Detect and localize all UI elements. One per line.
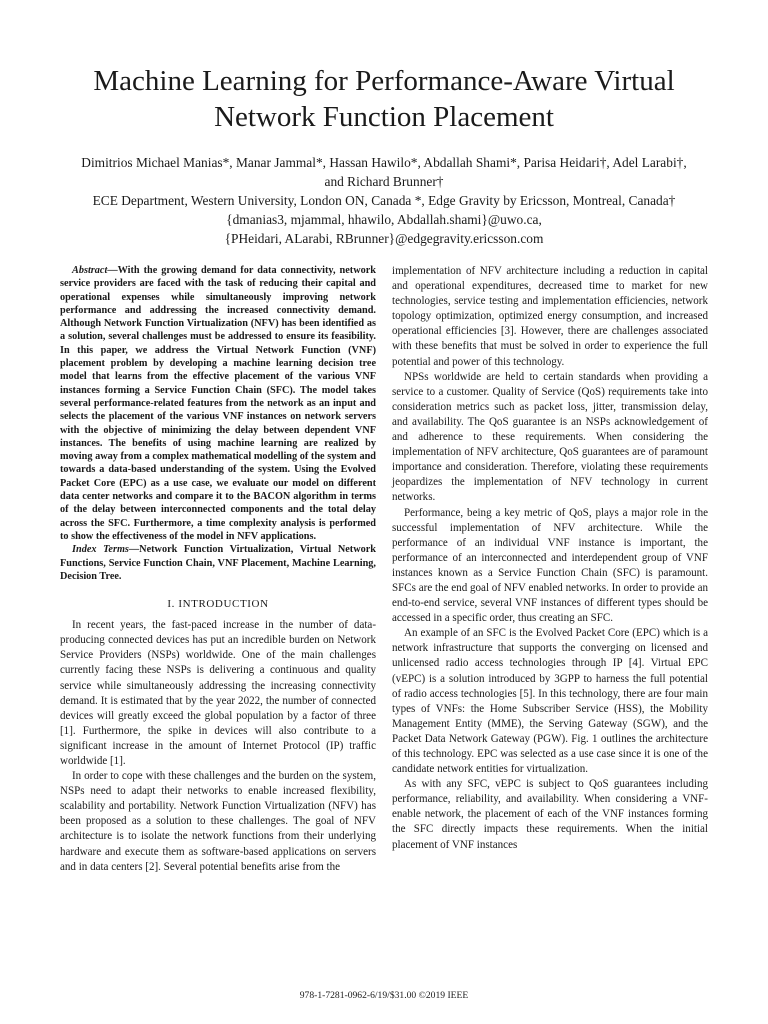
index-terms-text: —Network Function Virtualization, Virtual Network Functions, Service Function Chain, VNF Placement, Machine Learning, Decision Tree.: [60, 544, 376, 582]
left-paragraph: In recent years, the fast-paced increase in the number of data-producing connected devices has put an incredible burden on Network Service Providers (NSPs) worldwide. One of the main challenges currently facing these NSPs is delivering a continuous and quality service while simultaneously addressing the increasing connectivity demand. It is estimated that by the year 2022, the number of connected devices will greatly exceed the global population by a factor of three [1]. Furthermore, the spike in devices will also contribute to a significant increase in the amount of Internet Protocol (IP) traffic worldwide [1].: [60, 619, 376, 767]
email-line-2: {PHeidari, ALarabi, RBrunner}@edgegravity.ericsson.com: [224, 231, 544, 246]
copyright-footer: 978-1-7281-0962-6/19/$31.00 ©2019 IEEE: [299, 990, 469, 1001]
right-paragraph: Performance, being a key metric of QoS, plays a major role in the successful implementation of NFV architecture. While the performance of an individual VNF instance is important, the performance of an interconnected and interdependent group of VNF instances known as a Service Function Chain (SFC) is paramount. SFCs are the end goal of NFV enabled networks. In order to provide an end-to-end service, several VNF instances of different types should be accessed in a specific order, thus creating an SFC.: [392, 506, 708, 625]
index-terms-lead: Index Terms: [72, 544, 129, 556]
right-paragraph: implementation of NFV architecture including a reduction in capital and operational expenditures, decreased time to market for new technologies, service testing and implementation efficiencies, network topology optimization, optimized energy consumption, and increased operational efficiencies [3]. However, there are challenges associated with these benefits that must be solved in order to experience the full potential and power of this technology.: [392, 265, 708, 368]
section-heading-introduction: I. INTRODUCTION: [167, 598, 269, 611]
right-column: [392, 264, 708, 853]
author-block: [40, 153, 728, 248]
right-paragraph: An example of an SFC is the Evolved Packet Core (EPC) which is a network infrastructure that supports the converging on licensed and unlicensed radio access technologies through IP [4]. Virtual EPC (vEPC) is a solution introduced by 3GPP to harness the full potential of radio access technologies [5]. In this technology, there are four main types of VNFs: the Home Subscriber Service (HSS), the Mobility Management Entity (MME), the Serving Gateway (SGW), and the Packet Data Network Gateway (PGW). Fig. 1 outlines the architecture of this technology. EPC was selected as a use case since it is one of the candidate network entities for virtualization.: [392, 627, 708, 776]
right-paragraph: As with any SFC, vEPC is subject to QoS guarantees including performance, reliability, and availability. When considering a VNF-enable network, the placement of each of the VNF instances forming the SFC directly impacts these requirements. When the initial placement of VNF instances: [392, 778, 708, 851]
author-line-2: and Richard Brunner†: [324, 174, 444, 189]
right-paragraph: NPSs worldwide are held to certain standards when providing a service to a customer. Quality of Service (QoS) requirements take into consideration metrics such as packet loss, jitter, transmission delay, and availability. The QoS guarantee is an NSPs acknowledgement of and adherence to these requirements. When considering the implementation of NFV architecture, QoS guarantees are of paramount importance and consideration. Therefore, violating these requirements jeopardizes the implementation of NFV technology in current networks.: [392, 370, 708, 504]
left-paragraph: In order to cope with these challenges and the burden on the system, NSPs need to adapt their networks to enable increased flexibility, scalability and portability. Network Function Virtualization (NFV) has been proposed as a solution to these challenges. The goal of NFV architecture is to isolate the network functions from their underlying hardware and execute them as software-based applications on servers and in data centers [2]. Several potential benefits arise from the: [60, 770, 376, 873]
abstract: [60, 264, 376, 543]
author-line-1: Dimitrios Michael Manias*, Manar Jammal*, Hassan Hawilo*, Abdallah Shami*, Parisa Heidari†, Adel Larabi†,: [81, 155, 687, 170]
affiliation-line: ECE Department, Western University, London ON, Canada *, Edge Gravity by Ericsson, Montreal, Canada†: [92, 193, 676, 208]
index-terms: [60, 543, 376, 583]
paper-title: Machine Learning for Performance-Aware Virtual Network Function Placement: [93, 65, 675, 133]
abstract-lead: Abstract: [72, 265, 108, 276]
email-line-1: {dmanias3, mjammal, hhawilo, Abdallah.shami}@uwo.ca,: [226, 212, 542, 227]
left-column: [60, 264, 376, 875]
abstract-text: —With the growing demand for data connectivity, network service providers are faced with the task of reducing their capital and operational expenses while simultaneously improving network performance and addressing the increased connectivity demand. Although Network Function Virtualization (NFV) has been identified as a solution, several challenges must be addressed to ensure its feasibility. In this paper, we address the Virtual Network Function (VNF) placement problem by developing a machine learning decision tree model that learns from the effective placement of the various VNF instances forming a Service Function Chain (SFC). The model takes several performance-related features from the network as an input and selects the placement of the various VNF instances on network servers with the objective of minimizing the delay between dependent VNF instances. The benefits of using machine learning are realized by moving away from a complex mathematical modelling of the system and towards a data-based understanding of the system. Using the Evolved Packet Core (EPC) as a use case, we evaluate our model on different data center networks and compare it to the BACON algorithm in terms of the delay between interconnected components and the total delay across the SFC. Furthermore, a time complexity analysis is performed to show the effectiveness of the model in NFV applications.: [60, 265, 376, 542]
